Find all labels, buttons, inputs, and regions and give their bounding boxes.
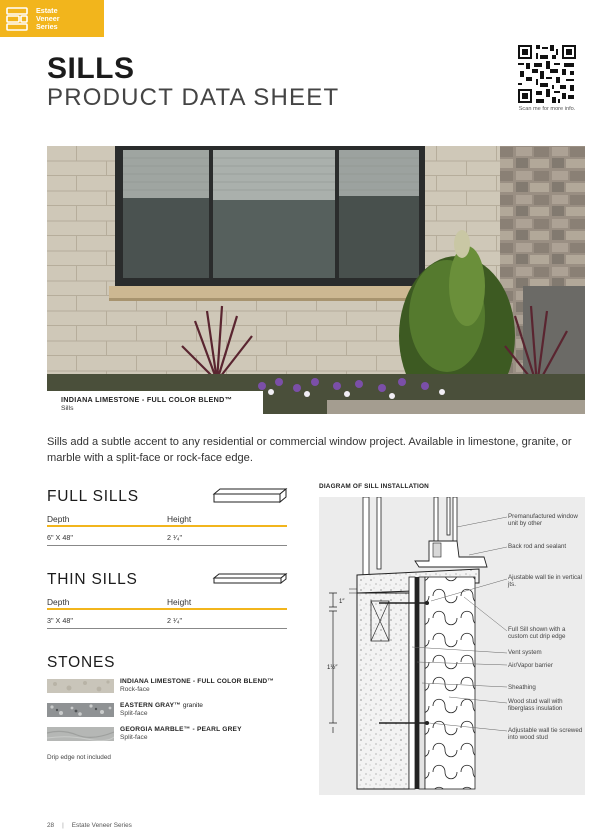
thin-sills-col-depth: Depth — [47, 597, 70, 607]
dimension-mid: 1½″ — [327, 665, 338, 671]
label-wall-tie-vertical: Ajustable wall tie in vertical jts. — [508, 574, 582, 589]
sill-section-drawing — [319, 497, 585, 795]
photo-caption — [47, 391, 263, 415]
stone-swatch — [47, 727, 114, 741]
full-sills-divider — [47, 525, 287, 527]
footer-series: Estate Veneer Series — [71, 822, 132, 829]
page-footer — [47, 822, 132, 829]
thin-sills-heading: THIN SILLS — [47, 571, 138, 588]
thin-sills-bottom-rule — [47, 628, 287, 629]
label-back-rod: Back rod and sealant — [508, 543, 567, 550]
stone-name: EASTERN GRAY™ granite — [120, 702, 203, 709]
stone-item — [47, 727, 297, 741]
drip-edge-note: Drip edge not included — [47, 754, 111, 761]
full-sills-height: 2 ¹⁄₄" — [167, 533, 183, 542]
badge-text — [36, 7, 60, 31]
stone-finish: Split-face — [120, 734, 148, 741]
dimension-top: 1″ — [339, 599, 345, 605]
stone-swatch — [47, 703, 114, 717]
badge-line-2: Veneer — [36, 13, 60, 23]
full-sills-col-depth: Depth — [47, 514, 70, 524]
qr-code-icon[interactable] — [518, 45, 576, 103]
label-window-unit: Premanufactured window unit by other — [508, 513, 578, 528]
thin-sill-shape-icon — [212, 573, 288, 585]
label-full-sill: Full Sill shown with a custom cut drip edge — [508, 626, 566, 641]
photo-caption-sub: Sills — [61, 405, 74, 412]
stone-name: GEORGIA MARBLE™ - PEARL GREY — [120, 726, 242, 733]
full-sills-bottom-rule — [47, 545, 287, 546]
stone-item — [47, 679, 297, 693]
page-title: SILLS — [47, 52, 135, 85]
intro-paragraph: Sills add a subtle accent to any residential or commercial window project. Available in limestone, granite, or marble with a split-face or rock-face edge. — [47, 436, 572, 464]
full-sill-shape-icon — [212, 488, 288, 504]
stone-swatch — [47, 679, 114, 693]
full-sills-depth: 6" X 48" — [47, 533, 73, 542]
label-vent-system: Vent system — [508, 649, 542, 656]
label-adjustable-wall-tie: Adjustable wall tie screwed into wood stud — [508, 727, 583, 742]
stone-logo-icon — [6, 7, 28, 31]
badge-line-1: Estate — [36, 5, 58, 15]
stones-heading: STONES — [47, 654, 116, 671]
page-number: 28 — [47, 822, 55, 829]
thin-sills-depth: 3" X 48" — [47, 616, 73, 625]
stone-finish: Rock-face — [120, 686, 150, 693]
hero-photo — [47, 146, 585, 414]
stone-finish: Split-face — [120, 710, 148, 717]
badge-line-3: Series — [36, 21, 58, 31]
thin-sills-divider — [47, 608, 287, 610]
qr-caption: Scan me for more info. — [518, 106, 576, 112]
thin-sills-col-height: Height — [167, 597, 192, 607]
page-subtitle: PRODUCT DATA SHEET — [47, 84, 340, 111]
full-sills-col-height: Height — [167, 514, 192, 524]
sill-installation-diagram — [319, 497, 585, 795]
footer-separator: | — [62, 822, 64, 829]
full-sills-heading: FULL SILLS — [47, 488, 139, 505]
label-wood-stud-wall: Wood stud wall with fiberglass insulation — [508, 698, 563, 713]
stone-name: INDIANA LIMESTONE - FULL COLOR BLEND™ — [120, 678, 275, 685]
series-badge — [0, 0, 104, 37]
label-air-vapor-barrier: Air/Vapor barrier — [508, 662, 553, 669]
stone-item — [47, 703, 297, 717]
diagram-title: DIAGRAM OF SILL INSTALLATION — [319, 483, 429, 490]
thin-sills-height: 2 ¹⁄₄" — [167, 616, 183, 625]
photo-caption-title: INDIANA LIMESTONE - FULL COLOR BLEND™ — [61, 395, 233, 404]
label-sheathing: Sheathing — [508, 684, 536, 691]
